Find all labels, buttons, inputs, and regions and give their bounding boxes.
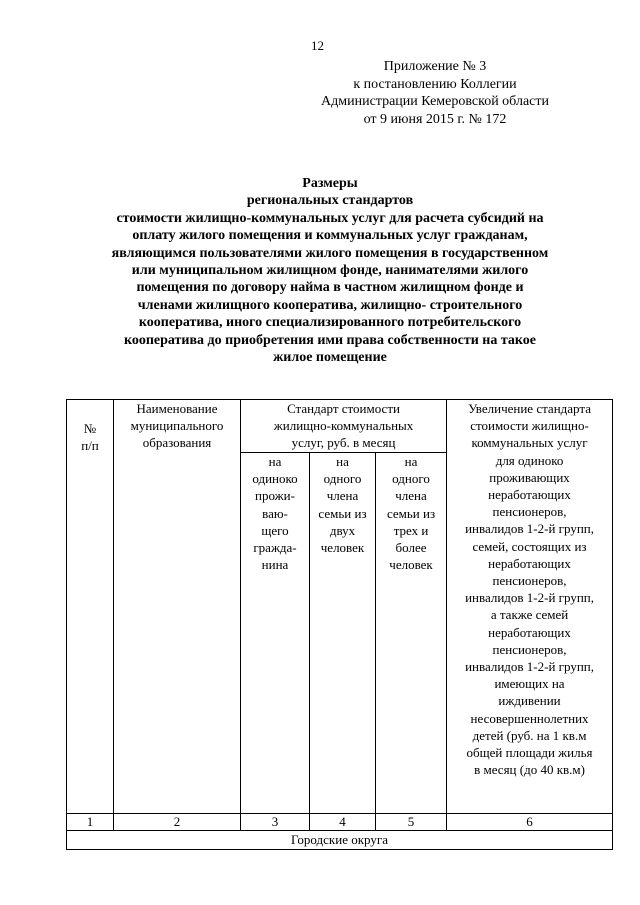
header-single-citizen-cell bbox=[241, 453, 310, 814]
column-number-cell: 3 bbox=[241, 814, 310, 831]
standards-table bbox=[66, 399, 613, 850]
text-line: оплату жилого помещения и коммунальных услуг гражданам, bbox=[132, 228, 528, 244]
text-line: пенсионеров, bbox=[492, 504, 567, 520]
header-increase-cell bbox=[447, 400, 613, 814]
text-line: или муниципальном жилищном фонде, нанимателями жилого bbox=[131, 263, 529, 279]
text-line: имеющих на bbox=[494, 676, 565, 692]
column-number-cell: 4 bbox=[310, 814, 376, 831]
text-line: образования bbox=[142, 435, 212, 451]
text-line: проживающих bbox=[489, 469, 570, 485]
text-line: ваю- bbox=[262, 505, 288, 521]
text-line: в месяц (до 40 кв.м) bbox=[474, 762, 585, 778]
text-line: щего bbox=[261, 522, 289, 538]
text-line: трех и bbox=[393, 522, 429, 538]
column-number-cell: 1 bbox=[67, 814, 114, 831]
appendix-line: Приложение № 3 bbox=[383, 59, 487, 74]
text-line: члена bbox=[395, 488, 427, 504]
text-line: Наименование bbox=[136, 401, 218, 416]
header-number-text bbox=[69, 400, 111, 454]
text-line: членами жилищного кооператива, жилищно- строительного bbox=[137, 297, 523, 313]
page-number: 12 bbox=[311, 38, 324, 53]
appendix-line: Администрации Кемеровской области bbox=[321, 94, 549, 109]
header-three-plus-family-cell bbox=[376, 453, 447, 814]
text-line: являющимся пользователями жилого помещения в государственном bbox=[111, 245, 549, 261]
text-line: неработающих bbox=[488, 487, 571, 503]
text-line: на bbox=[268, 454, 282, 469]
column-number-row bbox=[67, 814, 613, 831]
text-line: несовершеннолетних bbox=[470, 710, 589, 726]
header-two-person-family-cell bbox=[310, 453, 376, 814]
text-line: нина bbox=[261, 557, 289, 573]
text-line: человек bbox=[320, 540, 365, 556]
text-line: Размеры bbox=[302, 176, 358, 191]
column-number-cell: 6 bbox=[447, 814, 613, 831]
column-number-cell: 5 bbox=[376, 814, 447, 831]
header-standard-cell bbox=[241, 400, 447, 453]
text-line: Стандарт стоимости bbox=[287, 401, 400, 416]
document-title bbox=[60, 175, 600, 366]
text-line: жилищно-коммунальных bbox=[273, 418, 414, 434]
text-line: стоимости жилищно- bbox=[470, 418, 589, 434]
text-line: пенсионеров, bbox=[492, 641, 567, 657]
header-municipality-cell bbox=[114, 400, 241, 814]
text-line: общей площади жилья bbox=[466, 745, 593, 761]
text-line: кооператива до приобретения ими права собственности на такое bbox=[123, 332, 537, 348]
text-line: одного bbox=[323, 471, 362, 487]
text-line: коммунальных услуг bbox=[471, 435, 588, 451]
text-line: неработающих bbox=[488, 555, 571, 571]
appendix-line: к постановлению Коллегии bbox=[353, 76, 517, 92]
text-line: Увеличение стандарта bbox=[468, 401, 591, 416]
text-line: одиноко bbox=[252, 471, 298, 487]
text-line: региональных стандартов bbox=[246, 193, 414, 209]
text-line: члена bbox=[326, 488, 359, 504]
text-line: на bbox=[336, 454, 349, 469]
text-line: гражда- bbox=[253, 540, 297, 556]
text-line: инвалидов 1-2-й групп, bbox=[465, 521, 594, 537]
group-label-cell: Городские округа bbox=[67, 831, 613, 850]
text-line: иждивении bbox=[498, 693, 561, 709]
text-line: пенсионеров, bbox=[492, 573, 567, 589]
appendix-header bbox=[300, 58, 570, 128]
text-line: семей, состоящих из bbox=[472, 538, 587, 554]
text-line: кооператива, иного специализированного потребительского bbox=[138, 315, 522, 331]
text-line: п/п bbox=[81, 438, 99, 454]
text-line: услуг, руб. в месяц bbox=[291, 435, 396, 451]
appendix-line: от 9 июня 2015 г. № 172 bbox=[363, 111, 507, 127]
text-line: семьи из bbox=[386, 505, 436, 521]
text-line: № bbox=[83, 421, 97, 436]
text-line: прожи- bbox=[255, 488, 295, 504]
text-line: стоимости жилищно-коммунальных услуг для расчета субсидий на bbox=[116, 210, 544, 226]
text-line: семьи из bbox=[318, 505, 367, 521]
table-header-row bbox=[67, 400, 613, 453]
text-line: неработающих bbox=[488, 624, 571, 640]
text-line: инвалидов 1-2-й групп, bbox=[465, 659, 594, 675]
text-line: а также семей bbox=[490, 607, 569, 623]
text-line: инвалидов 1-2-й групп, bbox=[465, 590, 594, 606]
text-line: детей (руб. на 1 кв.м bbox=[472, 727, 587, 743]
text-line: для одиноко bbox=[495, 452, 564, 468]
text-line: более bbox=[395, 540, 427, 556]
text-line: жилое помещение bbox=[273, 350, 387, 366]
text-line: на bbox=[404, 454, 418, 469]
text-line: муниципального bbox=[130, 418, 224, 434]
text-line: помещения по договору найма в частном жилищном фонде и bbox=[136, 280, 524, 296]
group-row bbox=[67, 831, 613, 850]
text-line: двух bbox=[329, 522, 356, 538]
column-number-cell: 2 bbox=[114, 814, 241, 831]
header-number-cell bbox=[67, 400, 114, 814]
text-line: одного bbox=[392, 471, 430, 487]
text-line: человек bbox=[389, 557, 433, 573]
